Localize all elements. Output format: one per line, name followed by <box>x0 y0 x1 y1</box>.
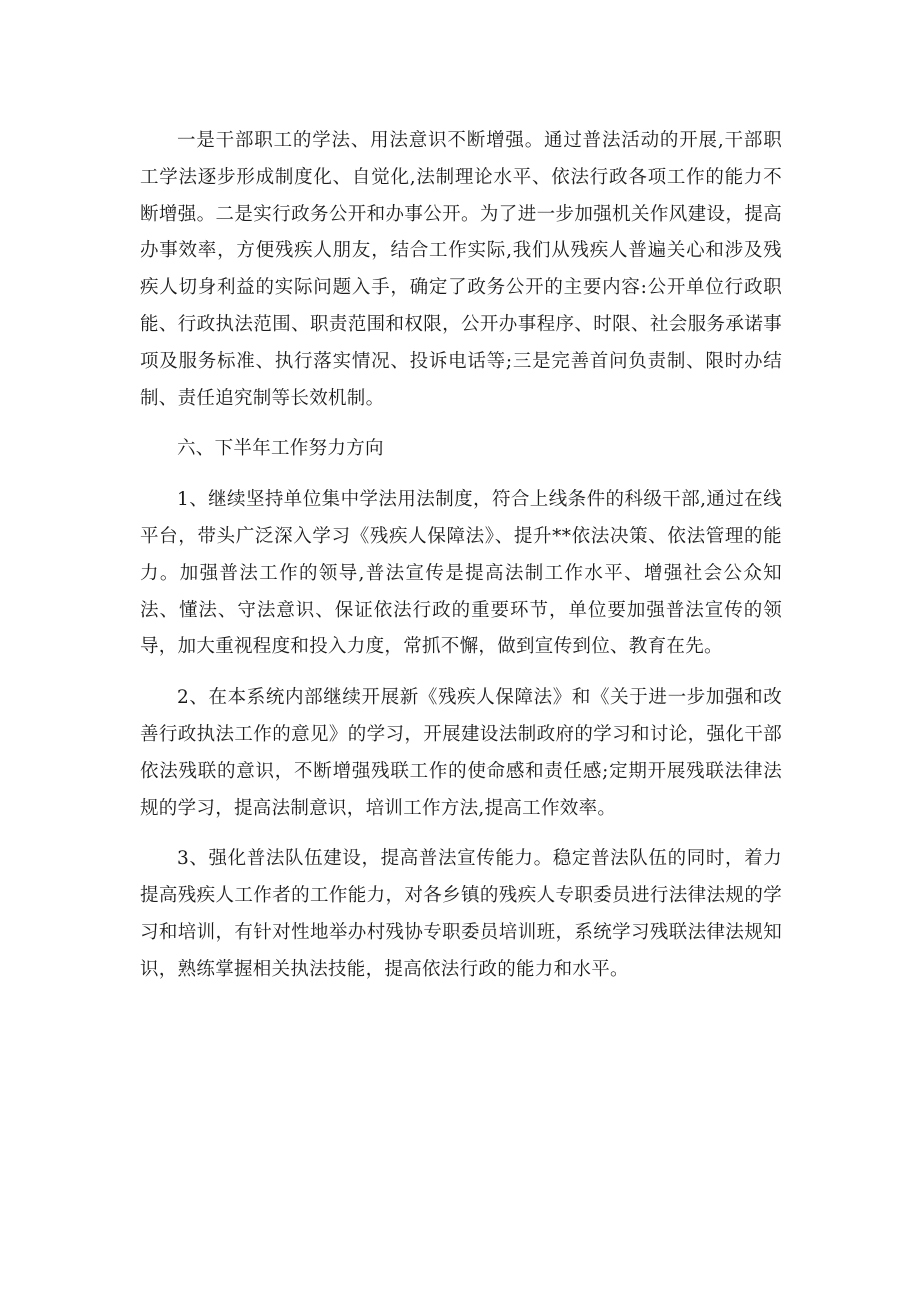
document-body <box>140 123 782 1003</box>
paragraph-achievements: 一是干部职工的学法、用法意识不断增强。通过普法活动的开展,干部职工学法逐步形成制度化、自觉化,法制理论水平、依法行政各项工作的能力不断增强。二是实行政务公开和办事公开。为了进一步加强机关作风建设，提高办事效率，方便残疾人朋友，结合工作实际,我们从残疾人普遍关心和涉及残疾人切身利益的实际问题入手，确定了政务公开的主要内容:公开单位行政职能、行政执法范围、职责范围和权限，公开办事程序、时限、社会服务承诺事项及服务标准、执行落实情况、投诉电话等;三是完善首问负责制、限时办结制、责任追究制等长效机制。 <box>140 130 782 409</box>
paragraph-item-1: 1、继续坚持单位集中学法用法制度，符合上线条件的科级干部,通过在线平台，带头广泛深入学习《残疾人保障法》、提升**依法决策、依法管理的能力。加强普法工作的领导,普法宣传是提高法制工作水平、增强社会公众知法、懂法、守法意识、保证依法行政的重要环节，单位要加强普法宣传的领导，加大重视程度和投入力度，常抓不懈，做到宣传到位、教育在先。 <box>140 489 782 658</box>
paragraph-item-2: 2、在本系统内部继续开展新《残疾人保障法》和《关于进一步加强和改善行政执法工作的意见》的学习，开展建设法制政府的学习和讨论，强化干部依法残联的意识，不断增强残联工作的使命感和责任感;定期开展残联法律法规的学习，提高法制意识，培训工作方法,提高工作效率。 <box>140 687 782 819</box>
section-heading-six: 六、下半年工作努力方向 <box>177 438 384 460</box>
paragraph-item-3: 3、强化普法队伍建设，提高普法宣传能力。稳定普法队伍的同时，着力提高残疾人工作者的工作能力，对各乡镇的残疾人专职委员进行法律法规的学习和培训，有针对性地举办村残协专职委员培训班，系统学习残联法律法规知识，熟练掌握相关执法技能，提高依法行政的能力和水平。 <box>140 848 782 980</box>
